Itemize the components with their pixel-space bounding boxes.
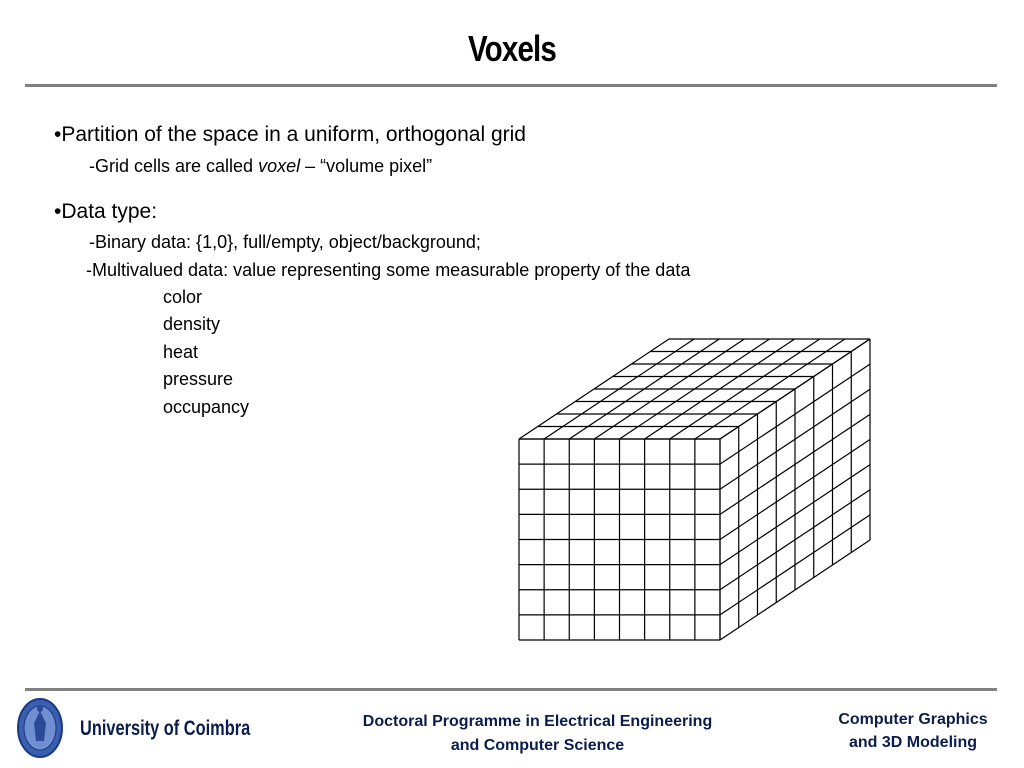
programme-line-1: Doctoral Programme in Electrical Engineering xyxy=(362,713,713,730)
property-color: color xyxy=(163,287,203,307)
voxel-term: voxel xyxy=(258,156,301,176)
sub1-suffix: – “volume pixel” xyxy=(300,156,433,176)
slide-title: Voxels xyxy=(467,28,557,69)
sub-bullet-binary: -Binary data: {1,0}, full/empty, object/background; xyxy=(89,232,481,252)
programme-name xyxy=(310,710,765,758)
course-line-1: Computer Graphics xyxy=(838,711,988,728)
bullet-data-type: •Data type: xyxy=(54,200,158,223)
course-name xyxy=(808,708,1018,754)
university-seal-icon xyxy=(16,697,64,759)
bullet-partition: •Partition of the space in a uniform, orthogonal grid xyxy=(54,123,526,146)
sub-bullet-multivalued: -Multivalued data: value representing some measurable property of the data xyxy=(86,260,691,280)
footer-divider xyxy=(25,688,997,691)
property-density: density xyxy=(163,314,221,334)
programme-line-2: and Computer Science xyxy=(450,737,625,754)
sub1-prefix: -Grid cells are called xyxy=(89,156,259,176)
property-pressure: pressure xyxy=(163,369,234,389)
property-heat: heat xyxy=(163,342,199,362)
university-name: University of Coimbra xyxy=(80,717,251,740)
property-occupancy: occupancy xyxy=(163,397,250,417)
course-line-2: and 3D Modeling xyxy=(849,734,977,751)
